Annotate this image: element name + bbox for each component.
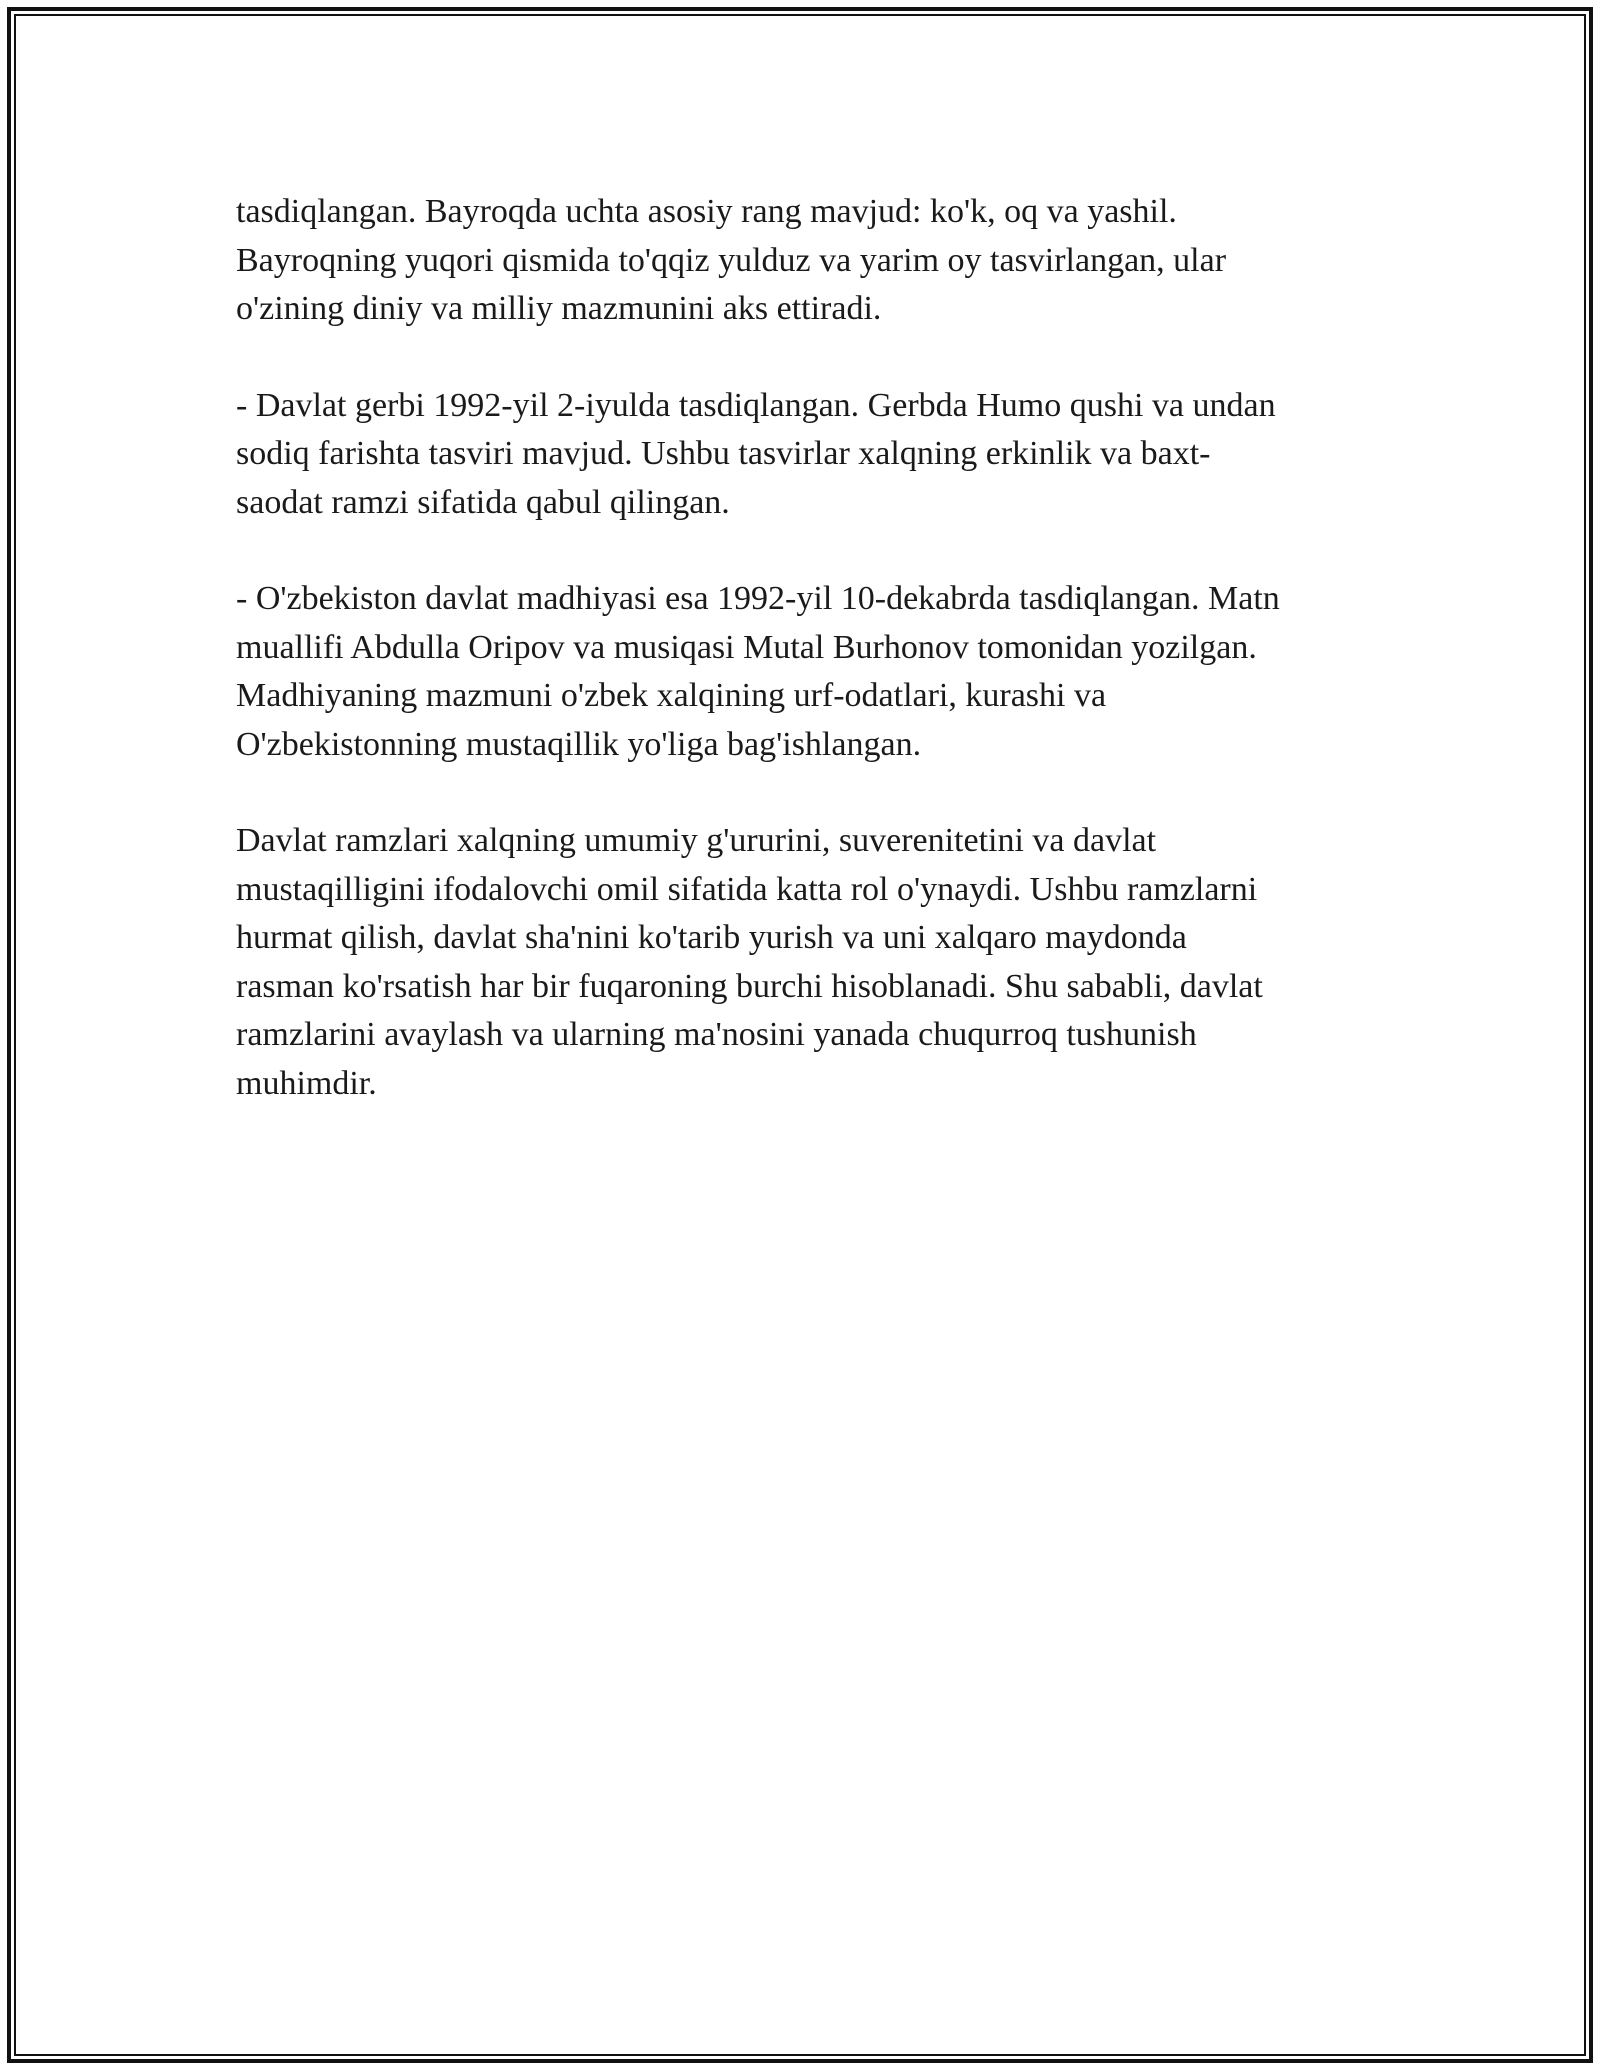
text-line: mustaqilligini ifodalovchi omil sifatida katta rol o'ynaydi. Ushbu ramzlarni <box>236 870 1258 908</box>
text-line: rasman ko'rsatish har bir fuqaroning burchi hisoblanadi. Shu sababli, davlat <box>236 967 1263 1005</box>
text-line: sodiq farishta tasviri mavjud. Ushbu tasvirlar xalqning erkinlik va baxt- <box>236 435 1211 472</box>
text-line: muhimdir. <box>236 1064 377 1102</box>
text-line: o'zining diniy va milliy mazmunini aks ettiradi. <box>236 290 882 327</box>
text-line: O'zbekistonning mustaqillik yo'liga bag'ishlangan. <box>236 725 922 763</box>
text-line: ramzlarini avaylash va ularning ma'nosini yanada chuqurroq tushunish <box>236 1016 1197 1053</box>
text-line: tasdiqlangan. Bayroqda uchta asosiy rang mavjud: ko'k, oq va yashil. <box>236 193 1177 230</box>
text-line: Davlat ramzlari xalqning umumiy g'ururini, suverenitetini va davlat <box>236 822 1157 859</box>
paragraph-coat-of-arms <box>236 382 1376 528</box>
text-line: - Davlat gerbi 1992-yil 2-iyulda tasdiqlangan. Gerbda Humo qushi va undan <box>236 386 1276 424</box>
paragraph-anthem <box>236 575 1376 769</box>
paragraph-conclusion <box>236 817 1376 1108</box>
document-body <box>236 188 1376 1156</box>
text-line: Bayroqning yuqori qismida to'qqiz yulduz va yarim oy tasvirlangan, ular <box>236 241 1227 279</box>
text-line: Madhiyaning mazmuni o'zbek xalqining urf-odatlari, kurashi va <box>236 677 1107 714</box>
paragraph-flag <box>236 188 1376 334</box>
text-line: muallifi Abdulla Oripov va musiqasi Mutal Burhonov tomonidan yozilgan. <box>236 628 1257 666</box>
text-line: saodat ramzi sifatida qabul qilingan. <box>236 483 730 521</box>
text-line: - O'zbekiston davlat madhiyasi esa 1992-yil 10-dekabrda tasdiqlangan. Matn <box>236 580 1280 617</box>
text-line: hurmat qilish, davlat sha'nini ko'tarib yurish va uni xalqaro maydonda <box>236 919 1187 956</box>
